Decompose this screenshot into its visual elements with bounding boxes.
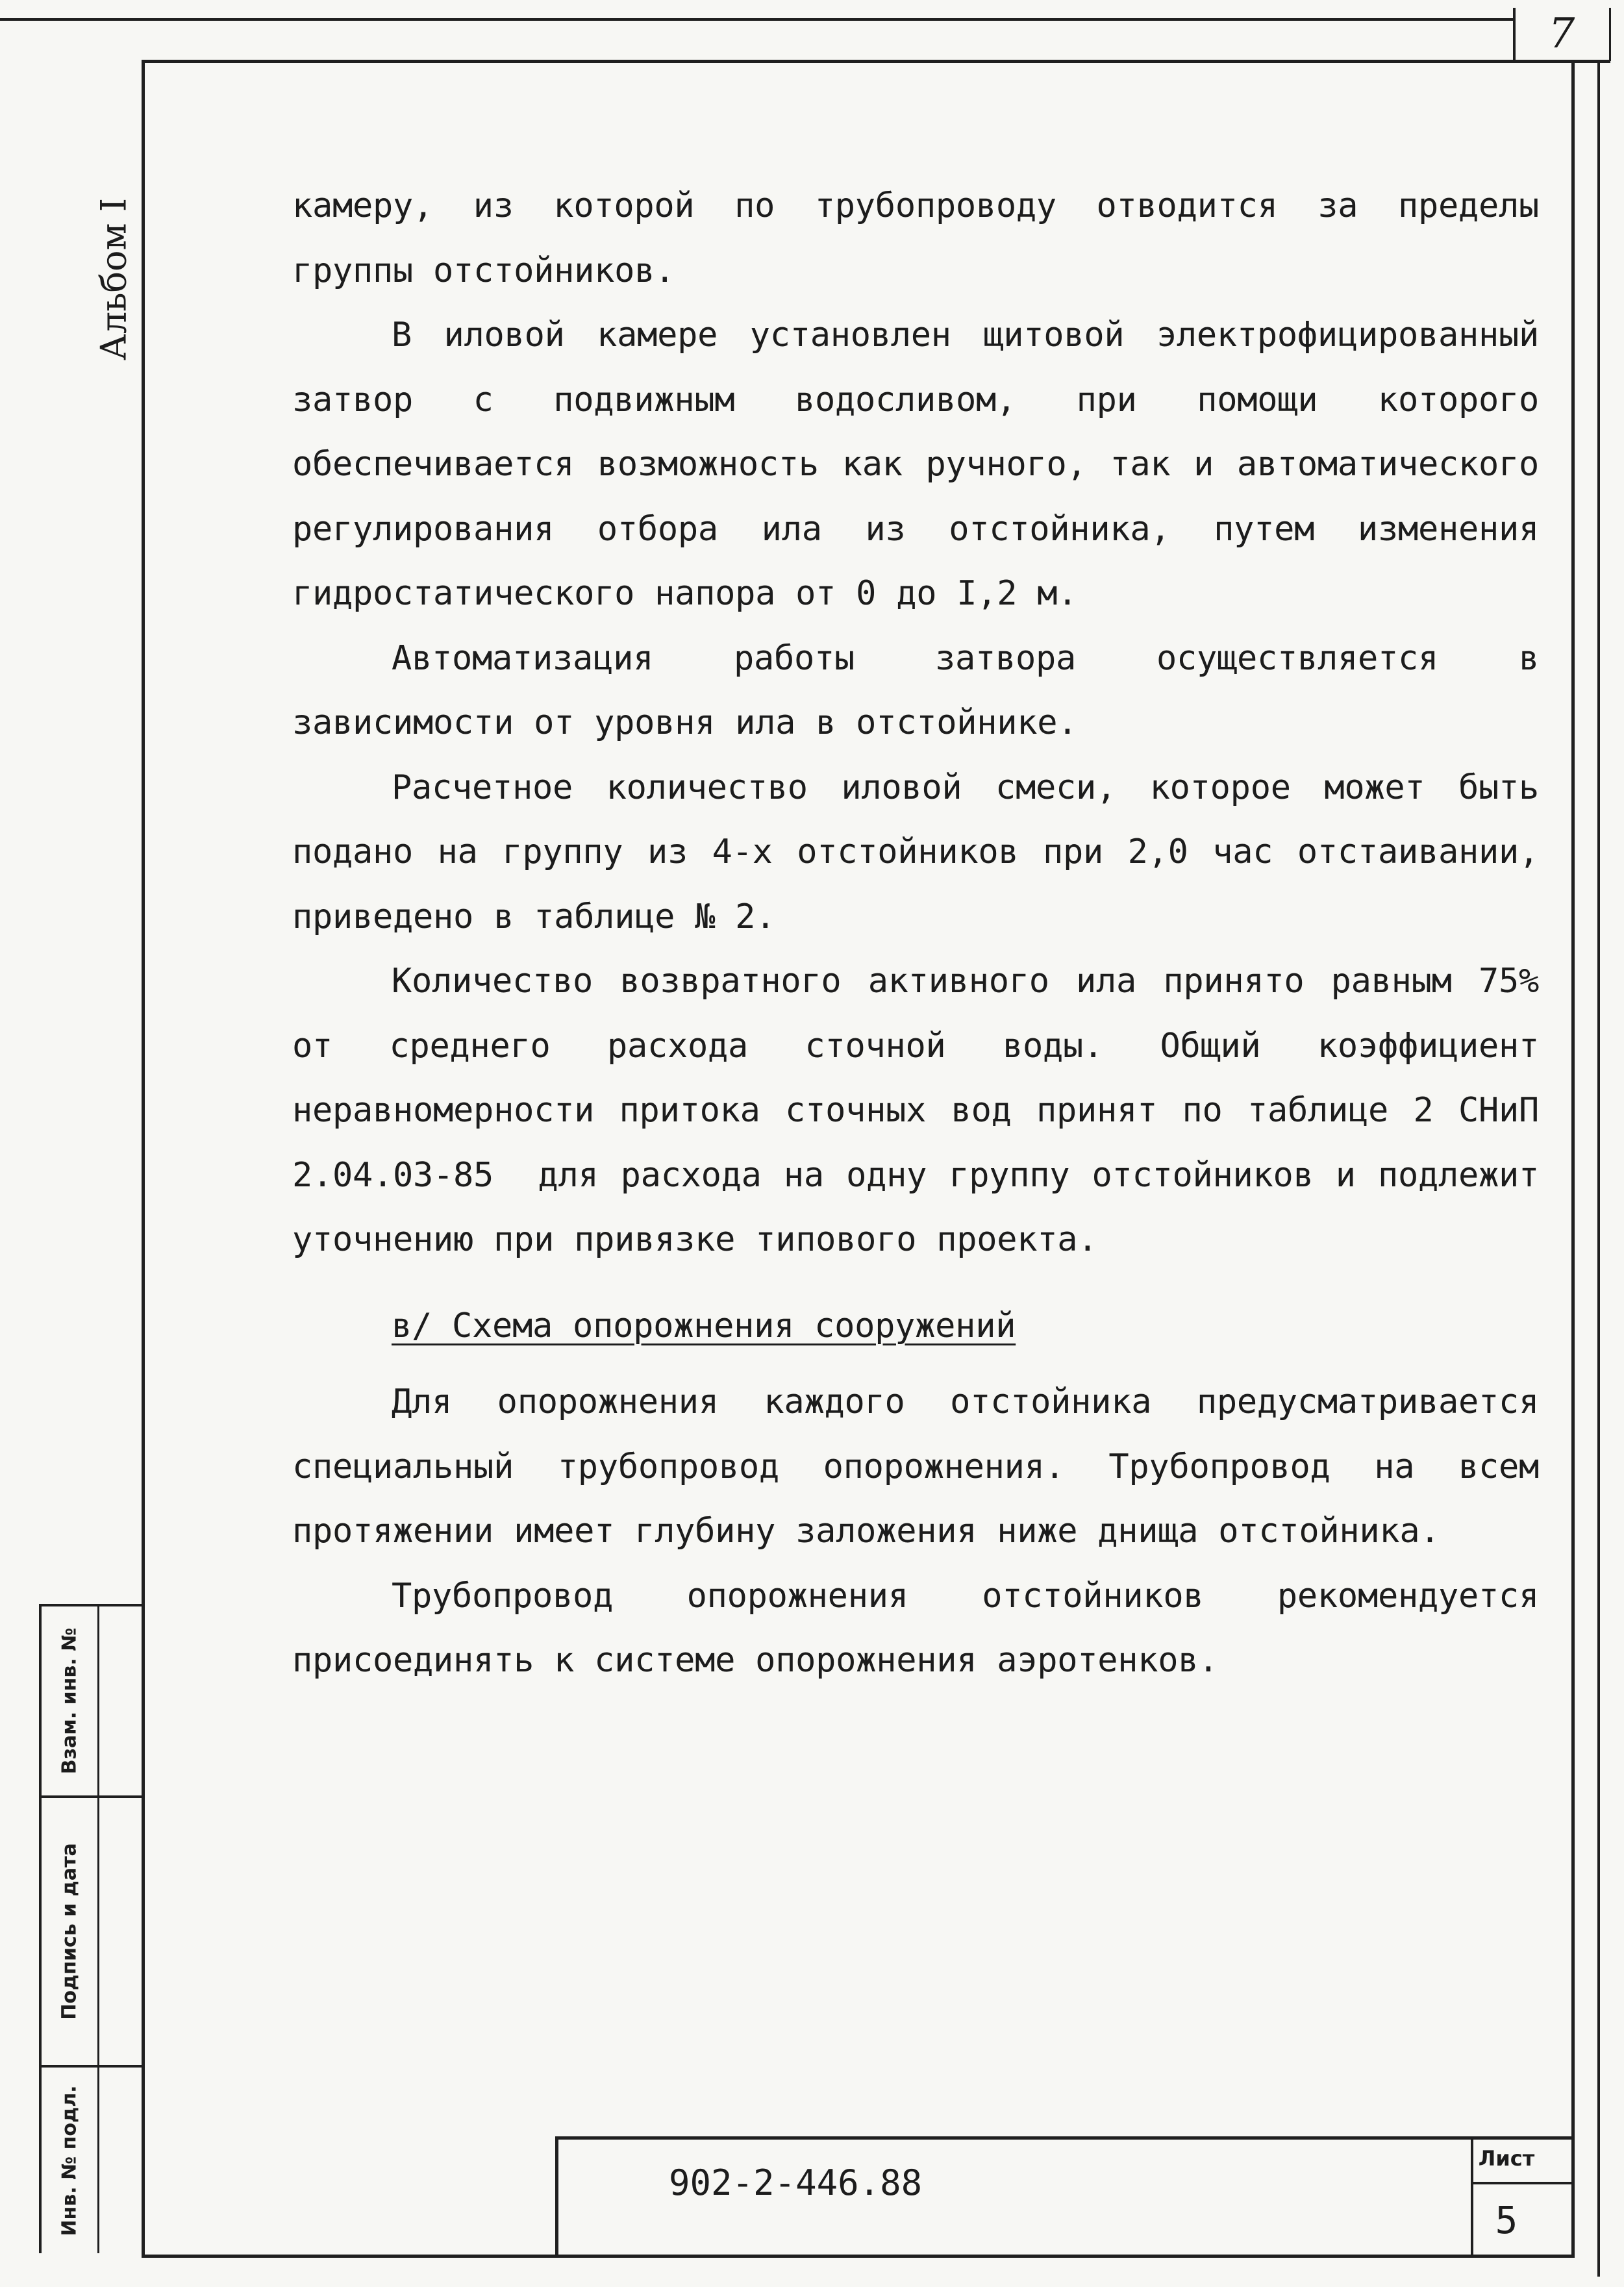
stamp-podpis-data: Подпись и дата: [58, 1843, 81, 2020]
right-margin-line: [1597, 62, 1600, 2277]
stamp-vzam-inv: Взам. инв. №: [58, 1627, 81, 1775]
frame-top: [142, 60, 1610, 63]
paragraph: камеру, из которой по трубопроводу отводится за пределы группы отстойников.: [292, 186, 1560, 290]
body-text: [292, 174, 1560, 1693]
sheet-cell-left: [1471, 2136, 1473, 2256]
paragraph: Количество возвратного активного ила принято равным 75% от среднего расхода сточной воды. Общий коэффициент неравномерности притока сточных вод принят по таблице 2 СНиП 2.04.03-85 для расхода на одну группу отстойников и подлежит уточнению при привязке типового проекта.: [292, 962, 1560, 1259]
paragraph: Трубопровод опорожнения отстойников рекомендуется присоединять к системе опорожнения аэротенков.: [292, 1576, 1560, 1680]
album-label: Альбом I: [93, 197, 134, 361]
frame-right: [1571, 60, 1575, 2258]
document-code: 902-2-446.88: [669, 2162, 923, 2203]
frame-bottom: [142, 2255, 1575, 2258]
paragraph: Для опорожнения каждого отстойника предусматривается специальный трубопровод опорожнения. Трубопровод на всем протяжении имеет глубину заложения ниже днища отстойника.: [292, 1382, 1560, 1551]
paragraph: В иловой камере установлен щитовой электрофицированный затвор с подвижным водосливом, при помощи которого обеспечивается возможность как ручного, так и автоматического регулирования отбора ила из отстойника, путем изменения гидростатического напора от 0 до I,2 м.: [292, 316, 1560, 613]
title-block-left: [555, 2136, 558, 2256]
section-heading: в/ Схема опорожнения сооружений: [392, 1306, 1016, 1345]
sheet-label: Лист: [1478, 2146, 1535, 2171]
sheet-number: 5: [1495, 2198, 1518, 2242]
sheet-cell-divider: [1471, 2182, 1575, 2184]
page-number: 7: [1548, 10, 1575, 58]
paragraph: Автоматизация работы затвора осуществляется в зависимости от уровня ила в отстойнике.: [292, 638, 1560, 742]
title-block-top: [555, 2136, 1575, 2140]
frame-left: [142, 60, 145, 2258]
paragraph: Расчетное количество иловой смеси, которое может быть подано на группу из 4-х отстойников при 2,0 час отстаивании, приведено в таблице № 2.: [292, 768, 1560, 936]
stamp-inv-podl: Инв. № подл.: [58, 2084, 81, 2236]
top-rule: [0, 18, 1513, 21]
